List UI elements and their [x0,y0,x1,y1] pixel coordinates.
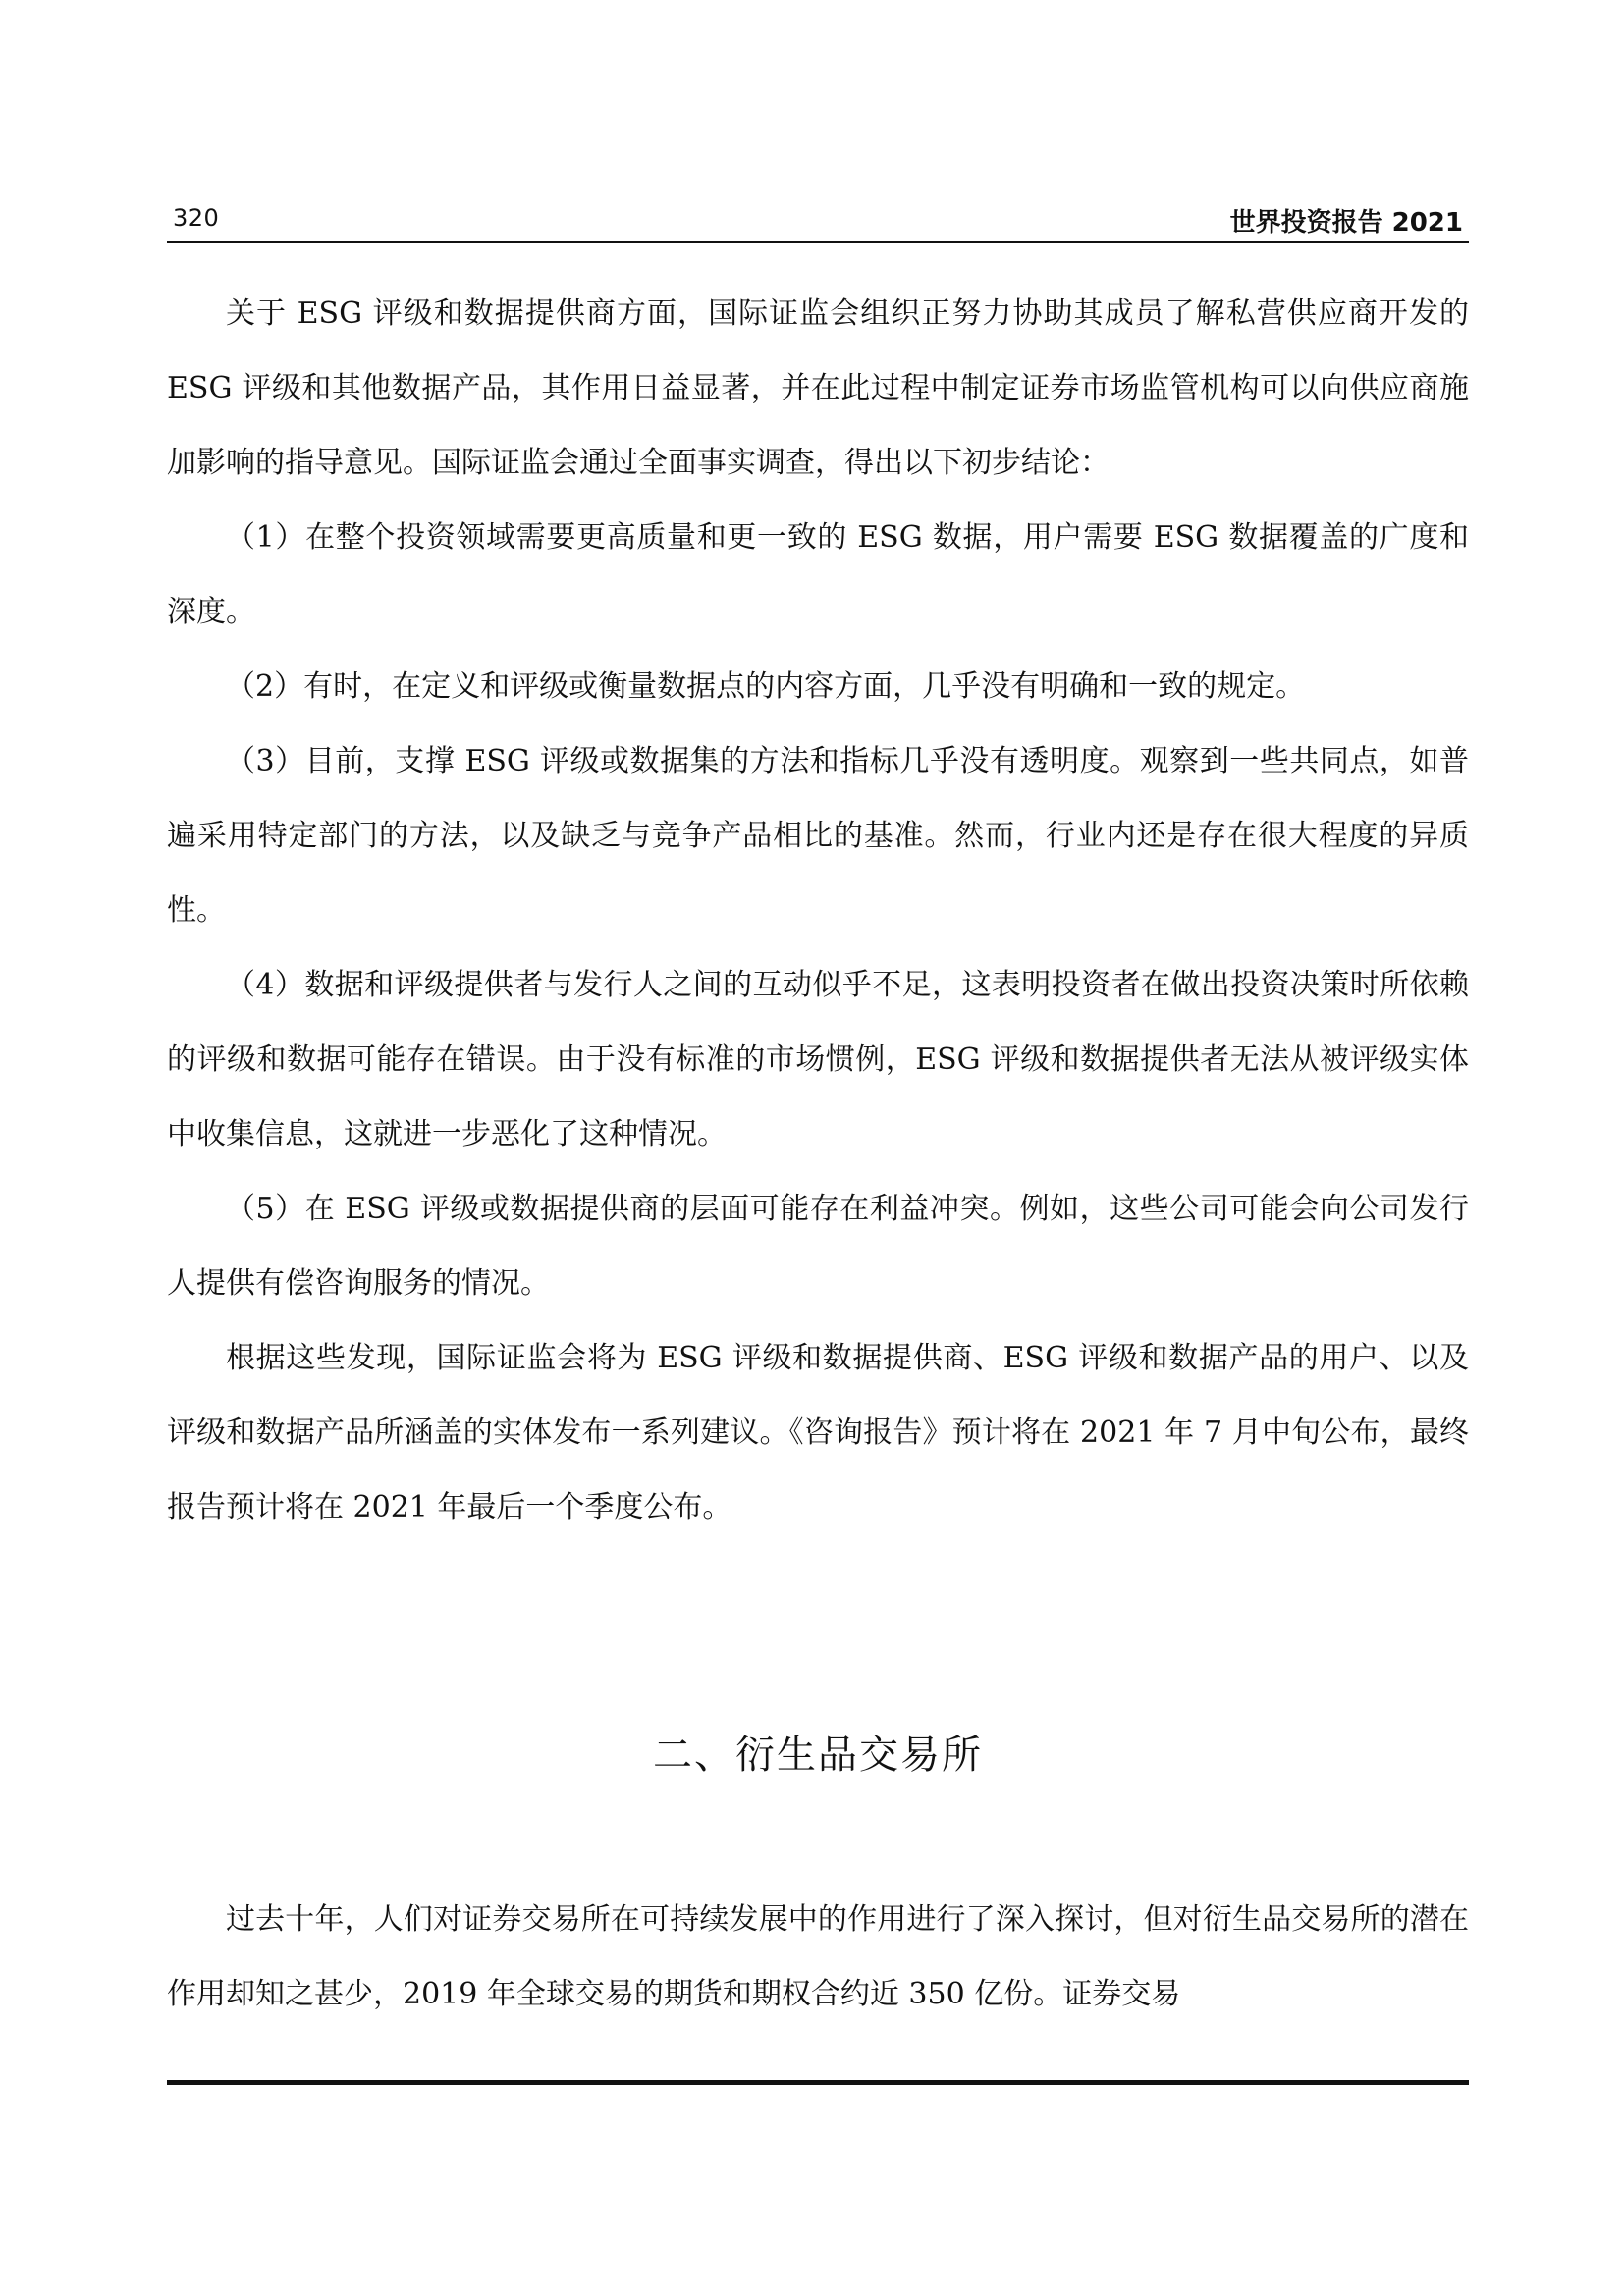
paragraph-finding-5: （5）在 ESG 评级或数据提供商的层面可能存在利益冲突。例如，这些公司可能会向公司发行人提供有偿咨询服务的情况。 [167,1192,1469,1301]
book-title: 世界投资报告 2021 [1229,208,1463,238]
paragraph-finding-2: （2）有时，在定义和评级或衡量数据点的内容方面，几乎没有明确和一致的规定。 [226,669,1306,704]
paragraph-intro: 关于 ESG 评级和数据提供商方面，国际证监会组织正努力协助其成员了解私营供应商开发的 ESG 评级和其他数据产品，其作用日益显著，并在此过程中制定证券市场监管机构可以向供应商施加影响的指导意见。国际证监会通过全面事实调查，得出以下初步结论： [167,296,1469,480]
paragraph-derivatives: 过去十年，人们对证券交易所在可持续发展中的作用进行了深入探讨，但对衍生品交易所的潜在作用却知之甚少，2019 年全球交易的期货和期权合约近 350 亿份。证券交易 [167,1902,1469,2011]
section-body-text [167,1883,1469,2032]
section-heading: 二、衍生品交易所 [653,1733,983,1778]
body-text [167,277,1469,1545]
paragraph-finding-1: （1）在整个投资领域需要更高质量和更一致的 ESG 数据，用户需要 ESG 数据覆盖的广度和深度。 [167,520,1469,629]
paragraph-finding-4: （4）数据和评级提供者与发行人之间的互动似乎不足，这表明投资者在做出投资决策时所依赖的评级和数据可能存在错误。由于没有标准的市场惯例，ESG 评级和数据提供者无法从被评级实体中收集信息，这就进一步恶化了这种情况。 [167,968,1469,1151]
footer-divider [167,2080,1469,2085]
page-number: 320 [173,204,220,232]
header-divider [167,241,1469,243]
paragraph-finding-3: （3）目前，支撑 ESG 评级或数据集的方法和指标几乎没有透明度。观察到一些共同点，如普遍采用特定部门的方法，以及缺乏与竞争产品相比的基准。然而，行业内还是存在很大程度的异质性。 [167,744,1469,928]
running-header [167,192,1469,240]
paragraph-conclusion: 根据这些发现，国际证监会将为 ESG 评级和数据提供商、ESG 评级和数据产品的用户、以及评级和数据产品所涵盖的实体发布一系列建议。《咨询报告》预计将在 2021 年 7 月中旬公布，最终报告预计将在 2021 年最后一个季度公布。 [167,1341,1469,1524]
